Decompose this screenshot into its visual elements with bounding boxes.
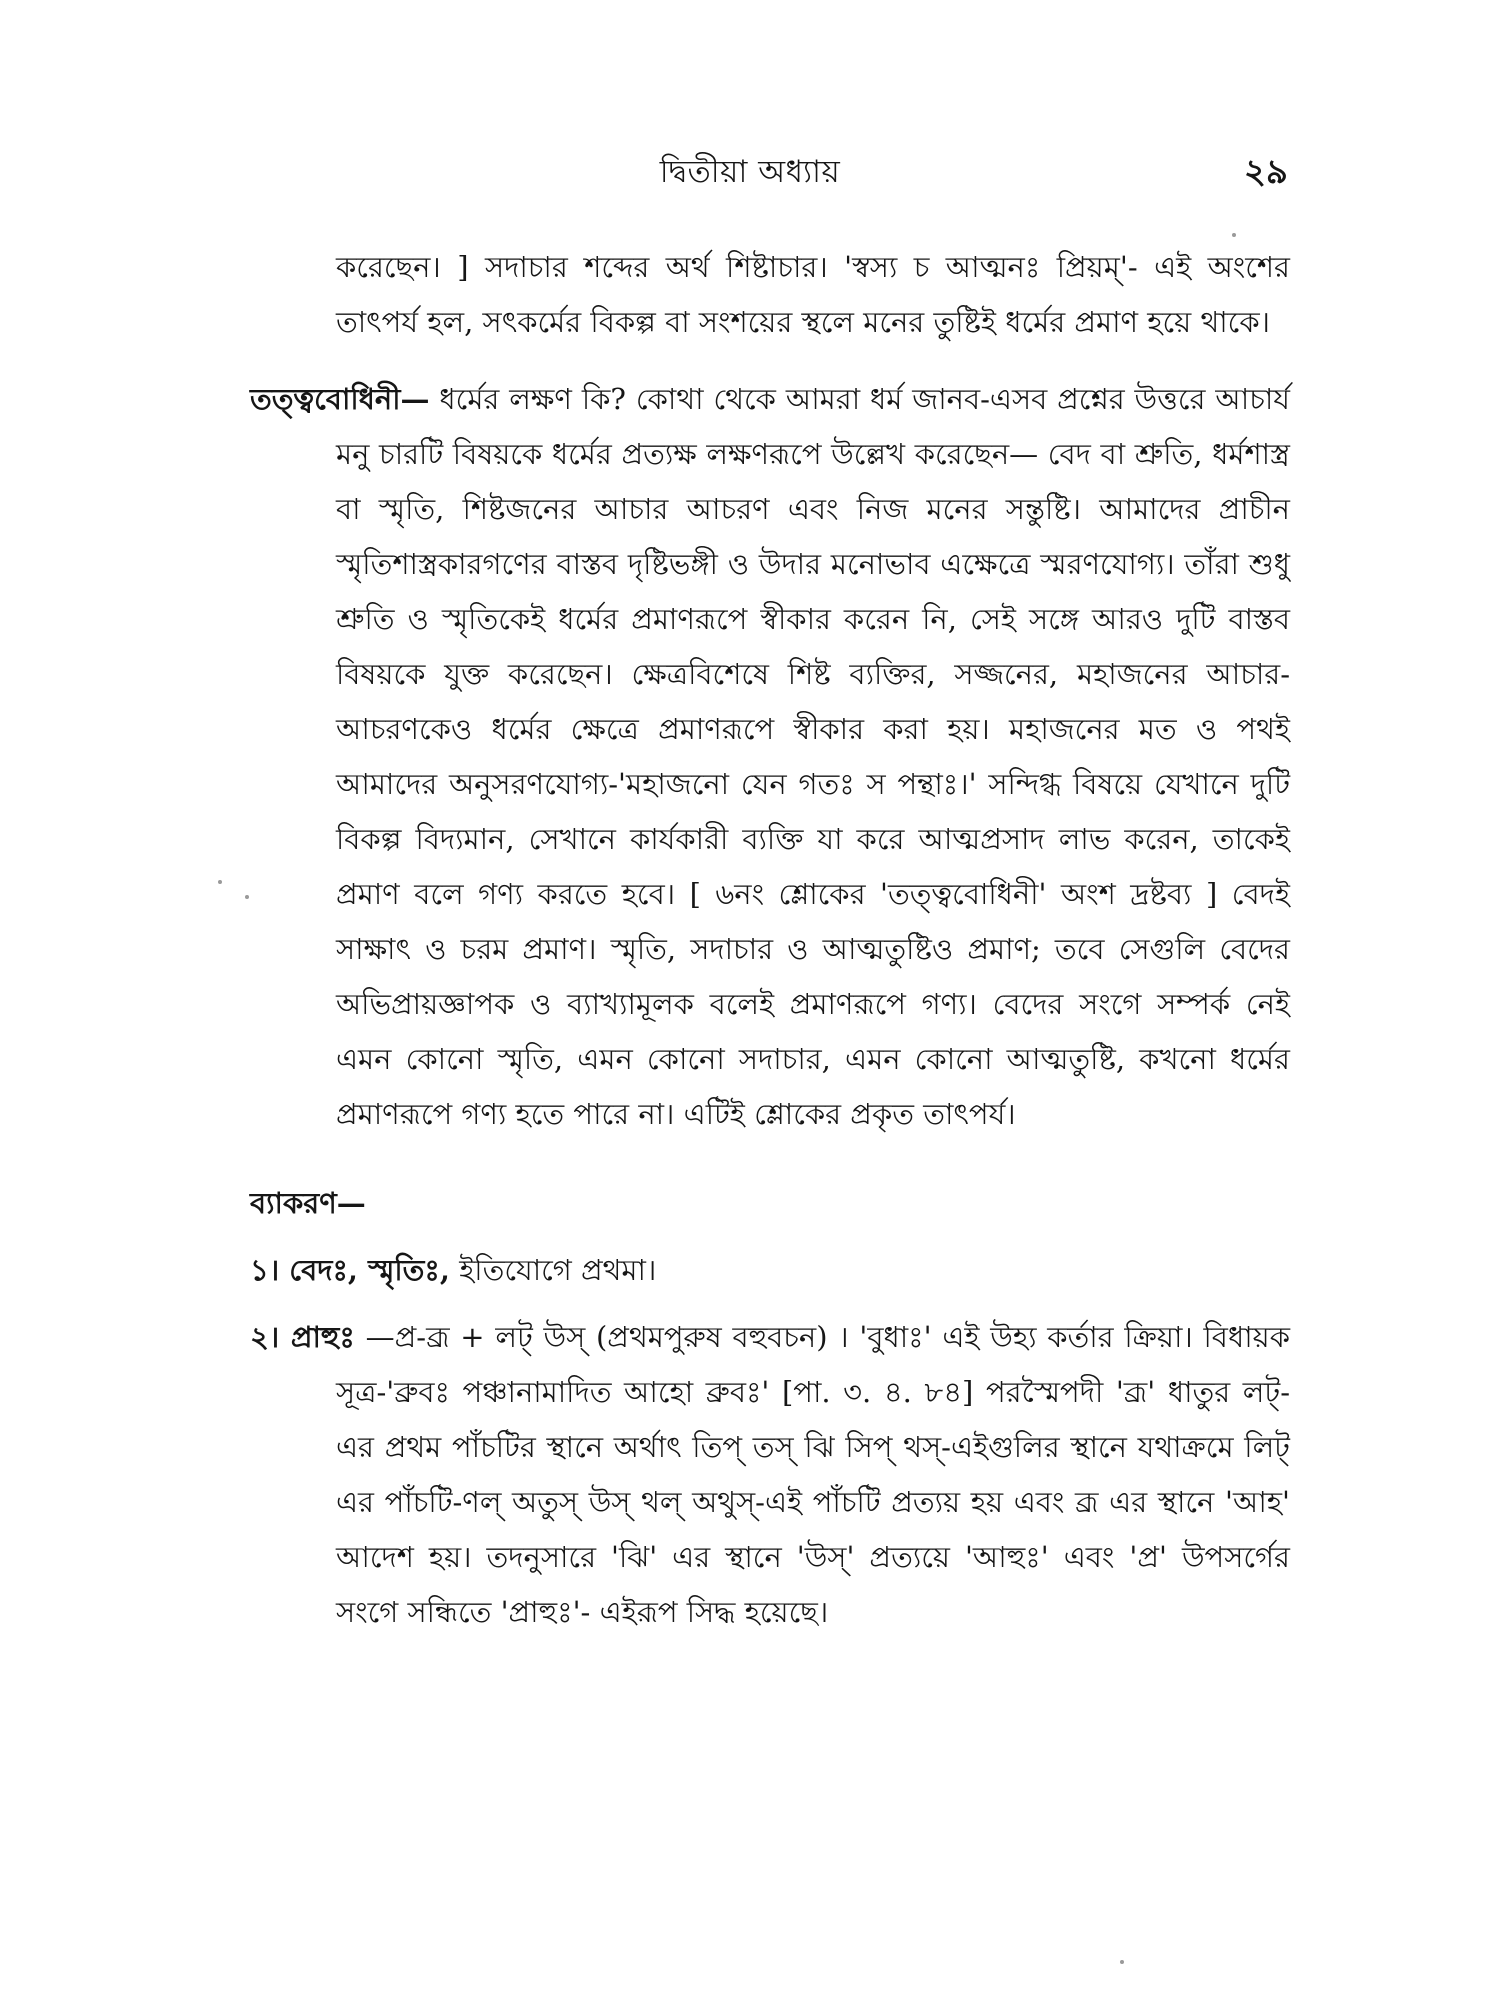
chapter-title: দ্বিতীয়া অধ্যায় [659, 154, 841, 190]
tattvabodhini-paragraph [250, 372, 1290, 1142]
grammar-item-1 [250, 1243, 1290, 1298]
grammar-item-number: ১। [250, 1253, 280, 1287]
grammar-heading: ব্যাকরণ— [250, 1186, 366, 1220]
grammar-item-2 [250, 1310, 1290, 1640]
grammar-item-lead: প্রাহুঃ [279, 1320, 355, 1354]
intro-paragraph: করেছেন। ] সদাচার শব্দের অর্থ শিষ্টাচার। 'স্বস্য চ আত্মনঃ প্রিয়ম্'- এই অংশের তাৎপর্য হল, সৎকর্মের বিকল্প বা সংশয়ের স্থলে মনের তুষ্টিই ধর্মের প্রমাণ হয়ে থাকে। [336, 250, 1290, 339]
running-head [0, 148, 1500, 198]
page-number: ২৯ [1243, 152, 1288, 192]
tattvabodhini-label: তত্ত্ববোধিনী— [250, 382, 430, 416]
grammar-item-text: ইতিযোগে প্রথমা। [450, 1253, 657, 1287]
scan-speck [1232, 233, 1236, 237]
tattvabodhini-text: ধর্মের লক্ষণ কি? কোথা থেকে আমরা ধর্ম জানব-এসব প্রশ্নের উত্তরে আচার্য মনু চারটি বিষয়কে ধর্মের প্রত্যক্ষ লক্ষণরূপে উল্লেখ করেছেন— বেদ বা শ্রুতি, ধর্মশাস্ত্র বা স্মৃতি, শিষ্টজনের আচার আচরণ এবং নিজ মনের সন্তুষ্টি। আমাদের প্রাচীন স্মৃতিশাস্ত্রকারগণের বাস্তব দৃষ্টিভঙ্গী ও উদার মনোভাব এক্ষেত্রে স্মরণযোগ্য। তাঁরা শুধু শ্রুতি ও স্মৃতিকেই ধর্মের প্রমাণরূপে স্বীকার করেন নি, সেই সঙ্গে আরও দুটি বাস্তব বিষয়কে যুক্ত করেছেন। ক্ষেত্রবিশেষে শিষ্ট ব্যক্তির, সজ্জনের, মহাজনের আচার-আচরণকেও ধর্মের ক্ষেত্রে প্রমাণরূপে স্বীকার করা হয়। মহাজনের মত ও পথই আমাদের অনুসরণযোগ্য-'মহাজনো যেন গতঃ স পন্থাঃ।' সন্দিগ্ধ বিষয়ে যেখানে দুটি বিকল্প বিদ্যমান, সেখানে কার্যকারী ব্যক্তি যা করে আত্মপ্রসাদ লাভ করেন, তাকেই প্রমাণ বলে গণ্য করতে হবে। [ ৬নং শ্লোকের 'তত্ত্ববোধিনী' অংশ দ্রষ্টব্য ] বেদই সাক্ষাৎ ও চরম প্রমাণ। স্মৃতি, সদাচার ও আত্মতুষ্টিও প্রমাণ; তবে সেগুলি বেদের অভিপ্রায়জ্ঞাপক ও ব্যাখ্যামূলক বলেই প্রমাণরূপে গণ্য। বেদের সংগে সম্পর্ক নেই এমন কোনো স্মৃতি, এমন কোনো সদাচার, এমন কোনো আত্মতুষ্টি, কখনো ধর্মের প্রমাণরূপে গণ্য হতে পারে না। এটিই শ্লোকের প্রকৃত তাৎপর্য। [336, 382, 1290, 1131]
grammar-item-lead: বেদঃ, স্মৃতিঃ, [279, 1253, 450, 1287]
scan-speck [245, 895, 249, 899]
grammar-item-number: ২। [250, 1320, 280, 1354]
body-text [250, 240, 1290, 1640]
scan-speck [1120, 1960, 1124, 1964]
scan-speck [218, 880, 222, 884]
grammar-item-text: —প্র-ব্রূ + লট্ উস্ (প্রথমপুরুষ বহুবচন) । 'বুধাঃ' এই উহ্য কর্তার ক্রিয়া। বিধায়ক সূত্র-'ব্রুবঃ পঞ্চানামাদিত আহো ব্রুবঃ' [পা. ৩. ৪. ৮৪] পরস্মৈপদী 'ব্রূ' ধাতুর লট্-এর প্রথম পাঁচটির স্থানে অর্থাৎ তিপ্ তস্ ঝি সিপ্ থস্-এইগুলির স্থানে যথাক্রমে লিট্ এর পাঁচটি-ণল্ অতুস্ উস্ থল্ অথুস্-এই পাঁচটি প্রত্যয় হয় এবং ব্রূ এর স্থানে 'আহ' আদেশ হয়। তদনুসারে 'ঝি' এর স্থানে 'উস্' প্রত্যয়ে 'আহুঃ' এবং 'প্র' উপসর্গের সংগে সন্ধিতে 'প্রাহুঃ'- এইরূপ সিদ্ধ হয়েছে। [336, 1320, 1290, 1629]
